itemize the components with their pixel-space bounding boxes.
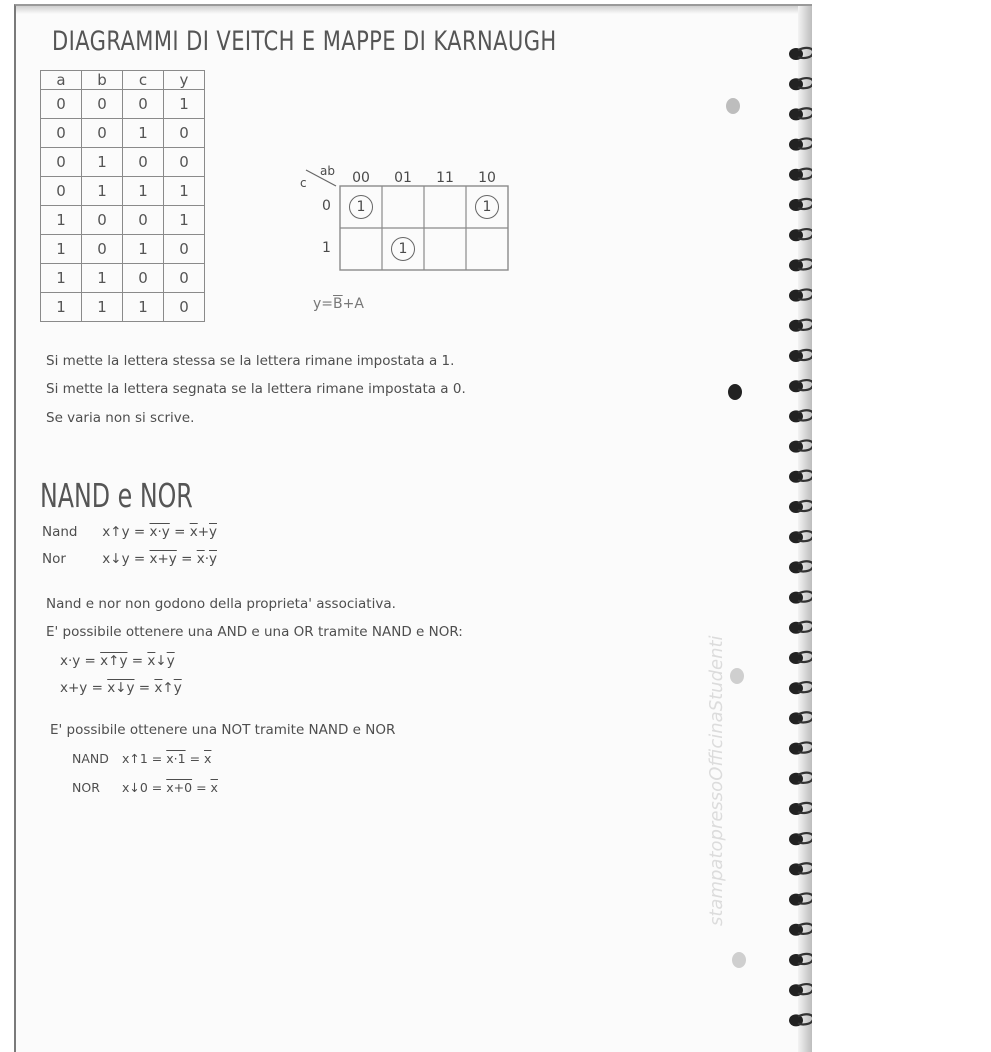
truth-table-cell: 1 bbox=[41, 235, 82, 264]
truth-table-cell: 1 bbox=[123, 177, 164, 206]
not-via-nand bbox=[72, 751, 211, 766]
truth-table-cell: 0 bbox=[123, 148, 164, 177]
or-via-nand bbox=[60, 680, 182, 696]
and-rhs-y: $\overline{y}$ bbox=[166, 653, 175, 669]
truth-table-cell: 0 bbox=[41, 148, 82, 177]
spiral-ring bbox=[789, 259, 812, 271]
not-nand-mid: x·1 bbox=[166, 751, 186, 766]
spiral-ring bbox=[789, 320, 812, 332]
truth-table-cell: 1 bbox=[123, 119, 164, 148]
spiral-ring bbox=[789, 290, 812, 302]
not-nand-expr: x↑1 = bbox=[121, 751, 163, 766]
truth-table-header bbox=[41, 71, 205, 90]
not-nand-label: NAND bbox=[72, 751, 109, 766]
truth-table-row bbox=[41, 90, 205, 119]
spiral-ring bbox=[789, 652, 812, 664]
truth-table-row bbox=[41, 293, 205, 322]
truth-table-cell: 0 bbox=[82, 206, 123, 235]
nor-rhs2b: $\overline{y}$ bbox=[209, 551, 217, 567]
spiral-binding bbox=[786, 44, 812, 1034]
nor-rhs2a: $\overline{x}$ bbox=[196, 551, 205, 567]
not-intro: E' possibile ottenere una NOT tramite NAND e NOR bbox=[50, 722, 396, 738]
not-nand-res: $\overline{x}$ bbox=[204, 751, 212, 766]
and-eq: = bbox=[131, 653, 144, 669]
spiral-ring bbox=[789, 531, 812, 543]
spiral-ring bbox=[789, 833, 812, 845]
nand-definition bbox=[42, 524, 217, 540]
and-via-nor bbox=[60, 653, 175, 669]
truth-table-row bbox=[41, 177, 205, 206]
truth-table-cell: 0 bbox=[82, 90, 123, 119]
spiral-ring bbox=[789, 350, 812, 362]
spiral-ring bbox=[789, 501, 812, 513]
page-title: DIAGRAMMI DI VEITCH E MAPPE DI KARNAUGH bbox=[52, 26, 557, 57]
spiral-ring bbox=[789, 803, 812, 815]
spiral-ring bbox=[789, 743, 812, 755]
truth-table-cell: 0 bbox=[41, 177, 82, 206]
not-nor-mid: x+0 bbox=[166, 780, 193, 795]
section-heading: NAND e NOR bbox=[40, 476, 193, 515]
spiral-ring bbox=[789, 48, 812, 60]
header-b: b bbox=[82, 71, 123, 90]
spiral-ring bbox=[789, 592, 812, 604]
nand-label: Nand bbox=[42, 524, 78, 540]
or-rhs-x: $\overline{x}$ bbox=[154, 680, 163, 696]
spiral-ring bbox=[789, 773, 812, 785]
kmap-col-label: 00 bbox=[352, 170, 370, 186]
nand-plus: + bbox=[197, 524, 209, 540]
truth-table-cell: 1 bbox=[41, 264, 82, 293]
or-mid: x↓y bbox=[107, 680, 135, 696]
truth-table-cell: 1 bbox=[82, 177, 123, 206]
header-a: a bbox=[41, 71, 82, 90]
spiral-ring bbox=[789, 561, 812, 573]
kmap-row-label: 1 bbox=[322, 240, 331, 256]
header-c: c bbox=[123, 71, 164, 90]
kmap-col-label: 10 bbox=[478, 170, 496, 186]
nand-rhs2a: $\overline{x}$ bbox=[189, 524, 198, 540]
and-mid: x↑y bbox=[100, 653, 128, 669]
truth-table-cell: 0 bbox=[164, 264, 205, 293]
spiral-ring bbox=[789, 410, 812, 422]
spiral-ring bbox=[789, 441, 812, 453]
nor-expr: x↓y = bbox=[102, 551, 146, 567]
and-rhs-x: $\overline{x}$ bbox=[147, 653, 156, 669]
truth-table-cell: 1 bbox=[164, 206, 205, 235]
spiral-ring bbox=[789, 199, 812, 211]
spiral-ring bbox=[789, 229, 812, 241]
kmap-row-label: 0 bbox=[322, 198, 331, 214]
not-nor-label: NOR bbox=[72, 780, 100, 795]
punch-hole bbox=[726, 98, 740, 114]
truth-table-cell: 1 bbox=[82, 148, 123, 177]
kmap-corner-c: c bbox=[300, 176, 307, 190]
spiral-ring bbox=[789, 1014, 812, 1026]
kmap-corner-ab: ab bbox=[320, 164, 335, 178]
associative-note: Nand e nor non godono della proprieta' associativa. bbox=[46, 596, 396, 612]
truth-table-cell: 0 bbox=[123, 90, 164, 119]
punch-hole bbox=[732, 952, 746, 968]
nor-rhs1: x+y bbox=[149, 551, 177, 567]
truth-table-cell: 0 bbox=[164, 235, 205, 264]
spiral-ring bbox=[789, 108, 812, 120]
nand-expr: x↑y = bbox=[102, 524, 146, 540]
nor-label: Nor bbox=[42, 551, 66, 567]
kmap-cell-0-00 bbox=[340, 186, 382, 228]
or-op: ↑ bbox=[162, 680, 174, 696]
spiral-ring bbox=[789, 471, 812, 483]
formula-plus: + bbox=[342, 296, 355, 312]
truth-table-cell: 0 bbox=[164, 119, 205, 148]
truth-table-cell: 1 bbox=[82, 264, 123, 293]
not-nor-eq: = bbox=[196, 780, 207, 795]
truth-table-cell: 0 bbox=[164, 293, 205, 322]
page-top-shadow bbox=[16, 6, 812, 14]
truth-table-cell: 1 bbox=[82, 293, 123, 322]
rule-line: Si mette la lettera stessa se la lettera rimane impostata a 1. bbox=[46, 353, 455, 369]
truth-table-cell: 0 bbox=[164, 148, 205, 177]
spiral-ring bbox=[789, 682, 812, 694]
spiral-ring bbox=[789, 863, 812, 875]
truth-table-cell: 0 bbox=[123, 206, 164, 235]
rule-line: Se varia non si scrive. bbox=[46, 410, 195, 426]
karnaugh-map bbox=[298, 158, 518, 318]
truth-table-cell: 1 bbox=[41, 206, 82, 235]
kmap-col-label: 01 bbox=[394, 170, 412, 186]
spiral-ring bbox=[789, 954, 812, 966]
spiral-ring bbox=[789, 622, 812, 634]
kmap-circled-one: 1 bbox=[349, 195, 373, 219]
truth-table-row bbox=[41, 148, 205, 177]
truth-table-cell: 1 bbox=[123, 235, 164, 264]
kmap-col-label: 11 bbox=[436, 170, 454, 186]
nand-mid: = bbox=[174, 524, 186, 540]
truth-table-row bbox=[41, 264, 205, 293]
truth-table bbox=[40, 70, 205, 322]
spiral-ring bbox=[789, 894, 812, 906]
formula-a: A bbox=[354, 296, 364, 312]
truth-table-cell: 1 bbox=[164, 177, 205, 206]
spiral-ring bbox=[789, 169, 812, 181]
truth-table-cell: 0 bbox=[41, 119, 82, 148]
kmap-cell-0-10 bbox=[466, 186, 508, 228]
notebook-page bbox=[14, 4, 812, 1052]
truth-table-cell: 1 bbox=[41, 293, 82, 322]
truth-table-cell: 0 bbox=[41, 90, 82, 119]
formula-b-negated: $\overline{B}$ bbox=[333, 296, 343, 312]
truth-table-cell: 0 bbox=[123, 264, 164, 293]
or-lhs: x+y = bbox=[60, 680, 103, 696]
not-via-nor bbox=[72, 780, 218, 795]
not-nor-res: $\overline{x}$ bbox=[210, 780, 218, 795]
truth-table-row bbox=[41, 119, 205, 148]
nor-definition bbox=[42, 551, 217, 567]
nor-dot: · bbox=[204, 551, 209, 567]
truth-table-cell: 0 bbox=[82, 119, 123, 148]
truth-table-cell: 0 bbox=[82, 235, 123, 264]
and-or-intro: E' possibile ottenere una AND e una OR tramite NAND e NOR: bbox=[46, 624, 463, 640]
punch-hole bbox=[728, 384, 742, 400]
formula-eq: = bbox=[321, 296, 334, 312]
truth-table-cell: 1 bbox=[123, 293, 164, 322]
not-nand-eq: = bbox=[189, 751, 201, 766]
spiral-ring bbox=[789, 139, 812, 151]
or-rhs-y: $\overline{y}$ bbox=[173, 680, 182, 696]
header-y: y bbox=[164, 71, 205, 90]
nor-mid: = bbox=[181, 551, 193, 567]
spiral-ring bbox=[789, 924, 812, 936]
kmap-cell-1-01 bbox=[382, 228, 424, 270]
kmap-result-formula bbox=[313, 296, 364, 312]
rule-line: Si mette la lettera segnata se la lettera rimane impostata a 0. bbox=[46, 381, 466, 397]
nand-rhs2b: $\overline{y}$ bbox=[209, 524, 217, 540]
or-eq: = bbox=[138, 680, 151, 696]
and-op: ↓ bbox=[155, 653, 167, 669]
spiral-ring bbox=[789, 712, 812, 724]
kmap-circled-one: 1 bbox=[391, 237, 415, 261]
and-lhs: x·y = bbox=[60, 653, 96, 669]
spiral-ring bbox=[789, 984, 812, 996]
watermark: stampatopressoOfficinaStudenti bbox=[706, 635, 727, 926]
spiral-ring bbox=[789, 380, 812, 392]
truth-table-row bbox=[41, 235, 205, 264]
spiral-ring bbox=[789, 78, 812, 90]
not-nor-expr: x↓0 = bbox=[121, 780, 163, 795]
truth-table-cell: 1 bbox=[164, 90, 205, 119]
kmap-circled-one: 1 bbox=[475, 195, 499, 219]
nand-rhs1: x·y bbox=[149, 524, 170, 540]
punch-hole bbox=[730, 668, 744, 684]
truth-table-row bbox=[41, 206, 205, 235]
formula-y: y bbox=[313, 296, 322, 312]
